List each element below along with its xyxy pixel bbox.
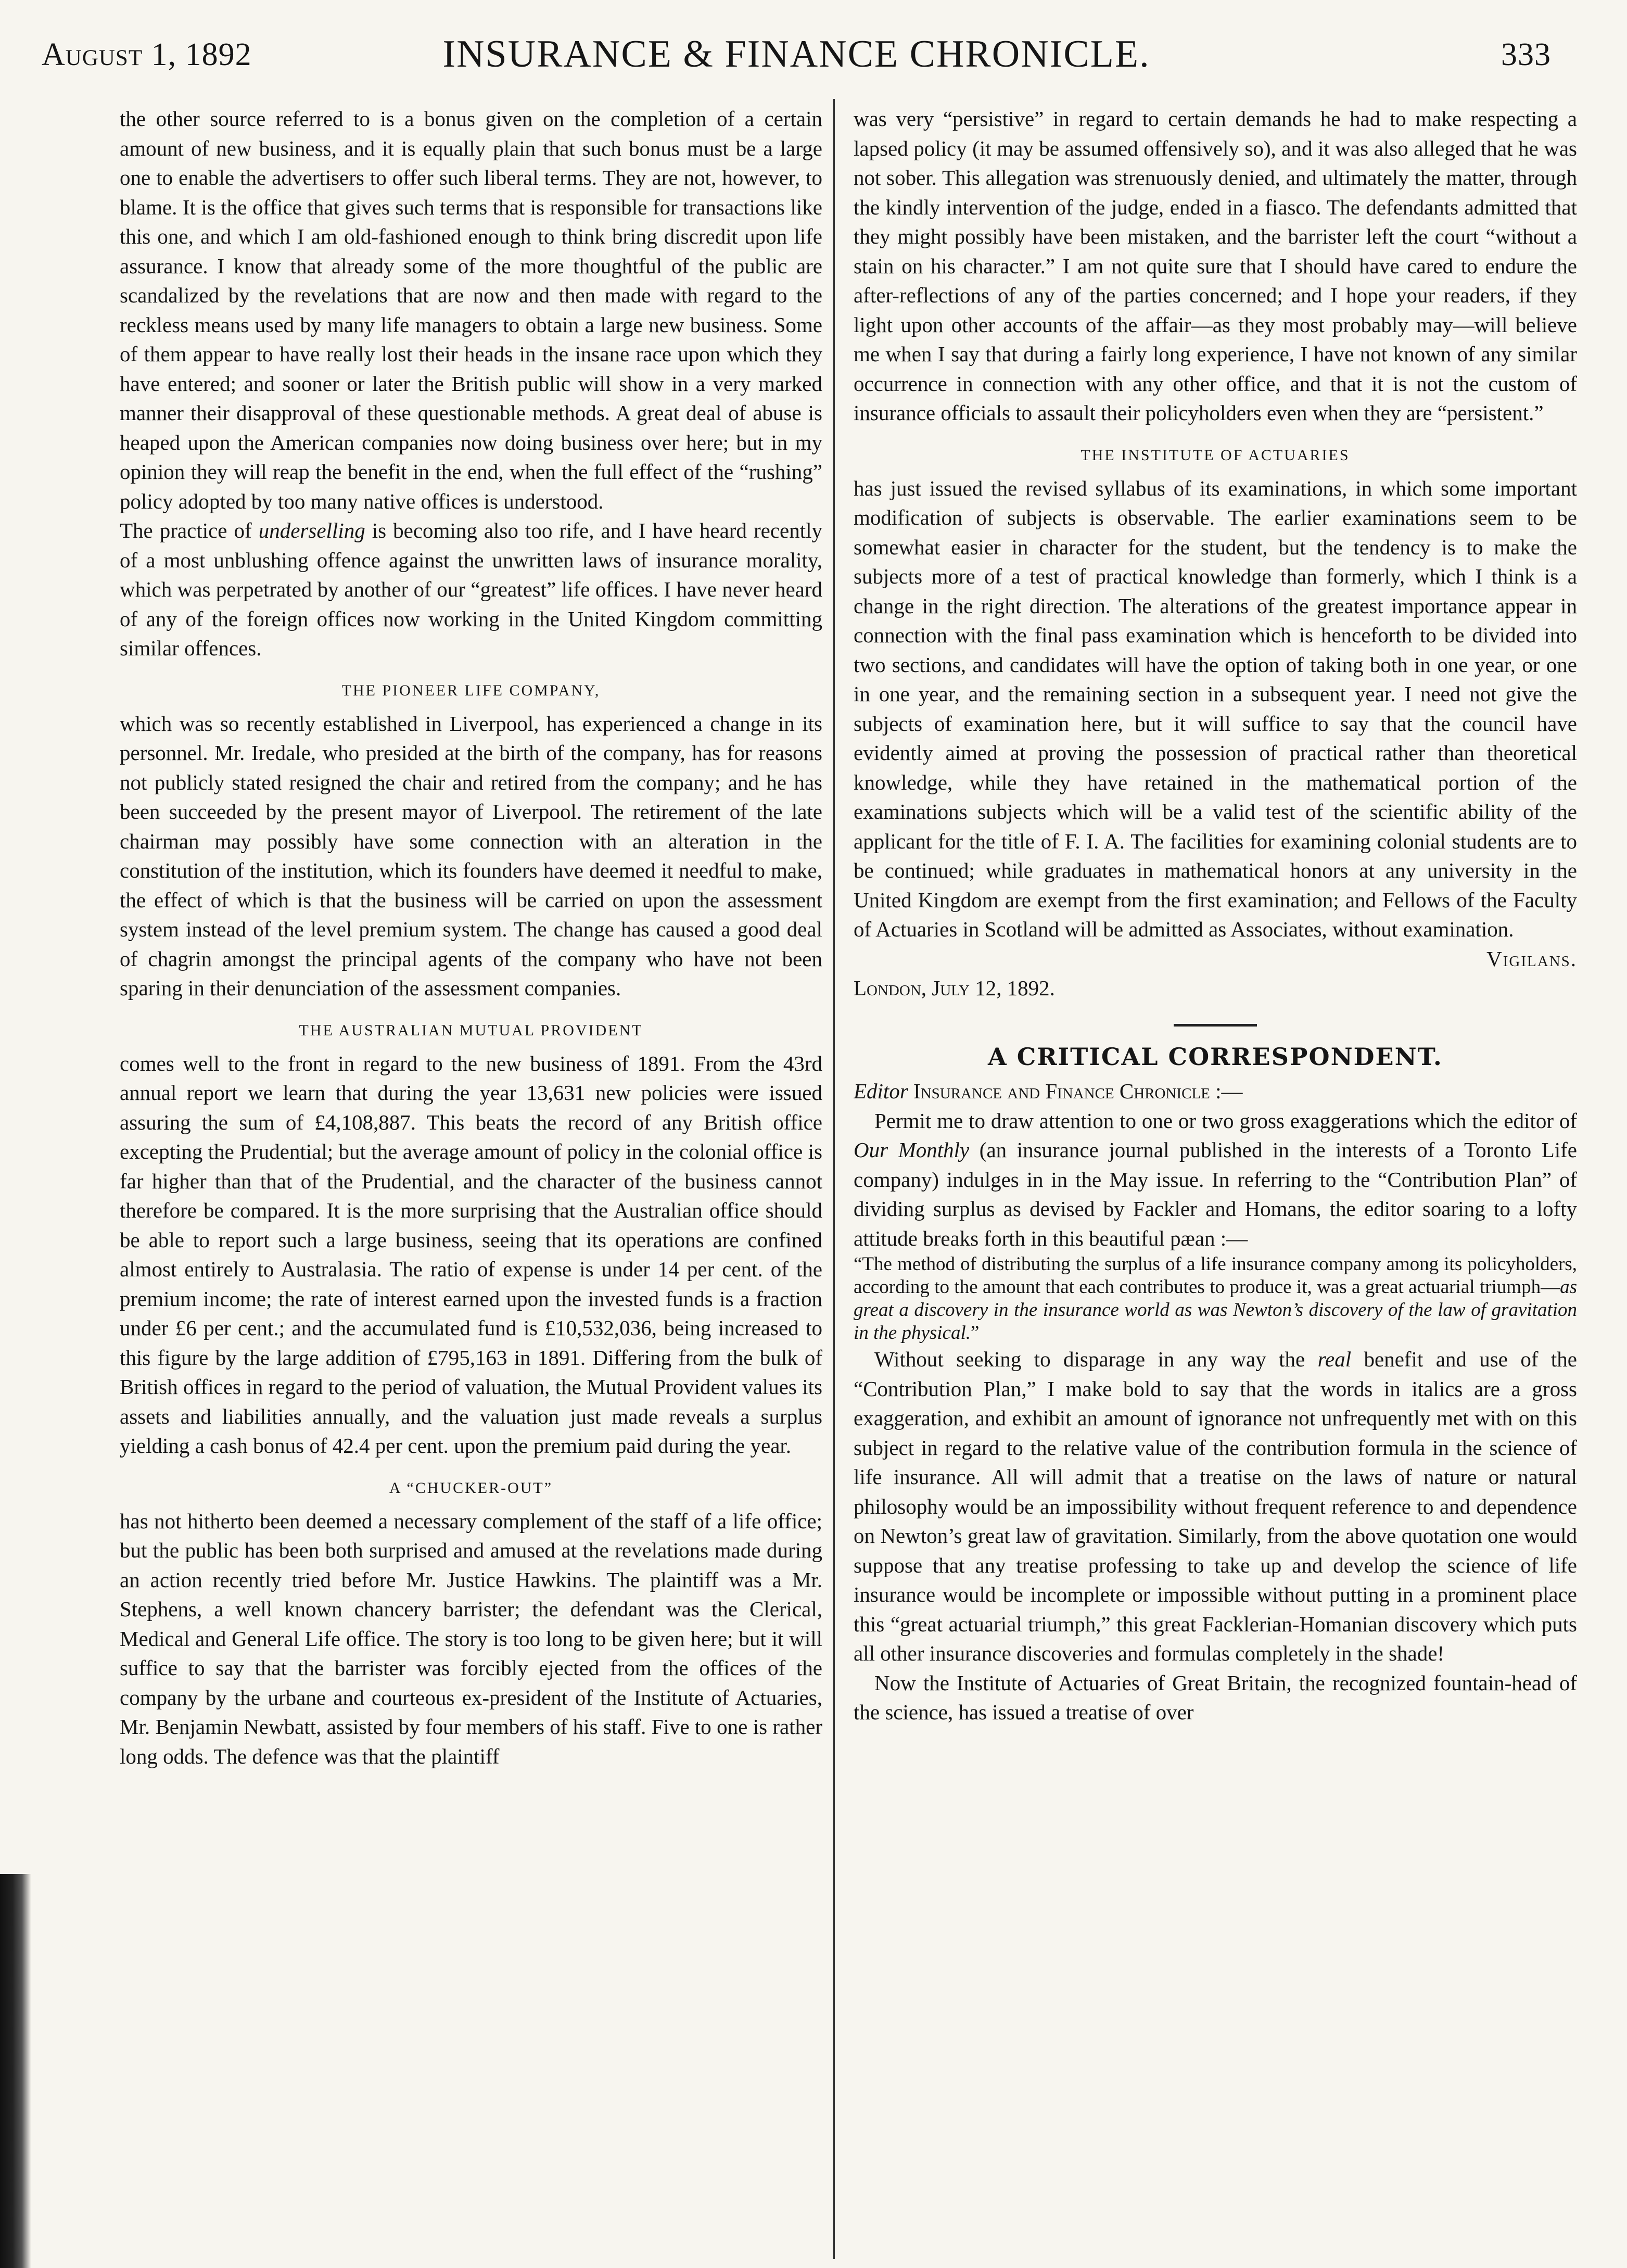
signature-vigilans: Vigilans.: [1486, 946, 1577, 971]
paragraph-australian-mutual: comes well to the front in regard to the new business of 1891. From the 43rd annual report we learn that during the year 13,631 new policies were issued assuring the sum of £4,108,887. This beats the record of any British office excepting the Prudential; but the average amount of policy in the colonial office is far higher than that of the Prudential, and the character of the business cannot therefore be compared. It is the more surprising that the Australian office should be able to report such a large business, seeing that its operations are confined almost entirely to Australasia. The ratio of expense is under 14 per cent. of the premium income; the rate of interest earned upon the invested funds is a fraction under £6 per cent.; and the accumulated fund is £10,532,036, being increased to this figure by the large addition of £795,163 in 1891. Differing from the bulk of British offices in regard to the period of valuation, the Mutual Provident values its assets and liabilities annually, and the valuation just made reveals a surplus yielding a cash bonus of 42.4 per cent. upon the premium paid during the year.: [120, 1051, 822, 1458]
subhead-chucker-out: A “CHUCKER-OUT”: [389, 1479, 553, 1497]
paragraph-without-seeking: Without seeking to disparage in any way the real benefit and use of the “Contribution Plan,” I make bold to say that the words in italics are a gross exaggeration, and exhibit an amount of ignorance not unfrequently met with on this subject in regard to the relative value of the contribution formula in the science of life insurance. All will admit that a treatise on the laws of nature or natural philosophy would be an impossibility without frequent reference to and dependence on Newton’s great law of gravitation. Similarly, from the above quotation one would suppose that any treatise professing to take up and develop the science of life insurance would be incomplete or impossible without putting in a prominent place this “great actuarial triumph,” this great Facklerian-Homanian discovery which puts all other insurance discoveries and formulas completely in the shade!: [854, 1347, 1577, 1665]
dateline: London, July 12, 1892.: [854, 976, 1055, 1000]
article-title: A CRITICAL CORRESPONDENT.: [988, 1042, 1443, 1071]
right-column: [854, 104, 1577, 2249]
paragraph-underselling: The practice of underselling is becoming also too rife, and I have heard recently of a most unblushing offence against the unwritten laws of insurance morality, which was perpetrated by another of our “greatest” life offices. I have never heard of any of the foreign offices now working in the United Kingdom committing similar offences.: [120, 518, 822, 660]
salutation: Editor Insurance and Finance Chronicle :—: [854, 1079, 1243, 1103]
column-divider: [833, 99, 835, 2259]
section-rule: [1174, 1024, 1257, 1027]
paragraph-chucker-out: has not hitherto been deemed a necessary complement of the staff of a life office; but the public has been both surprised and amused at the revelations made during an action recently tried before Mr. Justice Hawkins. The plaintiff was a Mr. Stephens, a well known chancery barrister; the defendant was the Clerical, Medical and General Life office. The story is too long to be given here; but it will suffice to say that the barrister was forcibly ejected from the offices of the company by the urbane and courteous ex-president of the Institute of Actuaries, Mr. Benjamin Newbatt, assisted by four members of his staff. Five to one is rather long odds. The defence was that the plaintiff: [120, 1509, 822, 1768]
binding-shadow: [0, 1874, 31, 2268]
subhead-institute-of-actuaries: THE INSTITUTE OF ACTUARIES: [1081, 446, 1350, 464]
paragraph-now-institute: Now the Institute of Actuaries of Great Britain, the recognized fountain-head of the science, has issued a treatise of over: [854, 1670, 1577, 1724]
masthead: INSURANCE & FINANCE CHRONICLE.: [442, 33, 1150, 75]
paragraph-institute: has just issued the revised syllabus of its examinations, in which some important modification of subjects is observable. The earlier examinations seem to be somewhat easier in character for the student, but the tendency is to make the subjects more of a test of practical knowledge than formerly, which I think is a change in the right direction. The alterations of the greatest importance appear in connection with the final pass examination which is henceforth to be divided into two sections, and candidates will have the option of taking both in one year, or one in one year, and the remaining section in a subsequent year. I need not give the subjects of examination here, but it will suffice to say that the council have evidently aimed at proving the possession of practical rather than theoretical knowledge, while they have retained in the mathematical portion of the examinations subjects which will be a valid test of the scientific ability of the applicant for the title of F. I. A. The facilities for examining colonial students are to be continued; while graduates in mathematical honors at any university in the United Kingdom are exempt from the first examination; and Fellows of the Faculty of Actuaries in Scotland will be admitted as Associates, without examination.: [854, 476, 1577, 941]
paragraph-pioneer-life: which was so recently established in Liverpool, has experienced a change in its personnel. Mr. Iredale, who presided at the birth of the company, has for reasons not publicly stated resigned the chair and retired from the company; and he has been succeeded by the present mayor of Liverpool. The retirement of the late chairman may possibly have some connection with an alteration in the constitution of the institution, which its founders have deemed it needful to make, the effect of which is that the business will be carried on upon the assessment system instead of the level premium system. The change has caused a good deal of chagrin amongst the principal agents of the company who have not been sparing in their denunciation of the assessment companies.: [120, 711, 822, 1000]
paragraph-permit: Permit me to draw attention to one or two gross exaggerations which the editor of Our Monthly (an insurance journal published in the interests of a Toronto Life company) indulges in in the May issue. In referring to the “Contribution Plan” of dividing surplus as devised by Fackler and Homans, the editor soaring to a lofty attitude breaks forth in this beautiful pæan :—: [854, 1108, 1577, 1250]
paragraph-bonus: the other source referred to is a bonus given on the completion of a certain amount of new business, and it is equally plain that such bonus must be a large one to enable the advertisers to offer such liberal terms. They are not, however, to blame. It is the office that gives such terms that is responsible for transactions like this one, and which I am old-fashioned enough to think bring discredit upon life assurance. I know that already some of the more thoughtful of the public are scandalized by the revelations that are now and then made with regard to the reckless means used by many life managers to obtain a large new business. Some of them appear to have really lost their heads in the insane race upon which they have entered; and sooner or later the British public will show in a very marked manner their disapproval of these questionable methods. A great deal of abuse is heaped upon the American companies now doing business over here; but in my opinion they will reap the benefit in the end, when the full effect of the “rushing” policy adopted by too many native offices is understood.: [120, 107, 822, 513]
paragraph-persistive: was very “persistive” in regard to certain demands he had to make respecting a lapsed policy (it may be assumed offensively so), and it was also alleged that he was not sober. This allegation was strenuously denied, and ultimately the matter, through the kindly intervention of the judge, ended in a fiasco. The defendants admitted that they might possibly have been mistaken, and the barrister left the court “without a stain on his character.” I am not quite sure that I should have cared to endure the after-reflections of any of the parties concerned; and I hope your readers, if they light upon other accounts of the affair—as they most probably may—will believe me when I say that during a fairly long experience, I have not known of any similar occurrence in connection with any other office, and that it is not the custom of insurance officials to assault their policyholders even when they are “persistent.”: [854, 107, 1577, 425]
subhead-pioneer-life: THE PIONEER LIFE COMPANY,: [341, 681, 601, 699]
issue-date: August 1, 1892: [42, 37, 252, 72]
block-quote: “The method of distributing the surplus of a life insurance company among its policyholders, according to the amount that each contributes to produce it, was a great actuarial triumph—as great a discovery in the insurance world as was Newton’s discovery of the law of gravitation in the physical.”: [854, 1253, 1577, 1344]
page-number: 333: [1501, 37, 1551, 72]
page-header: [42, 32, 1551, 79]
left-column: [120, 104, 822, 2249]
subhead-australian-mutual: THE AUSTRALIAN MUTUAL PROVIDENT: [299, 1021, 643, 1039]
